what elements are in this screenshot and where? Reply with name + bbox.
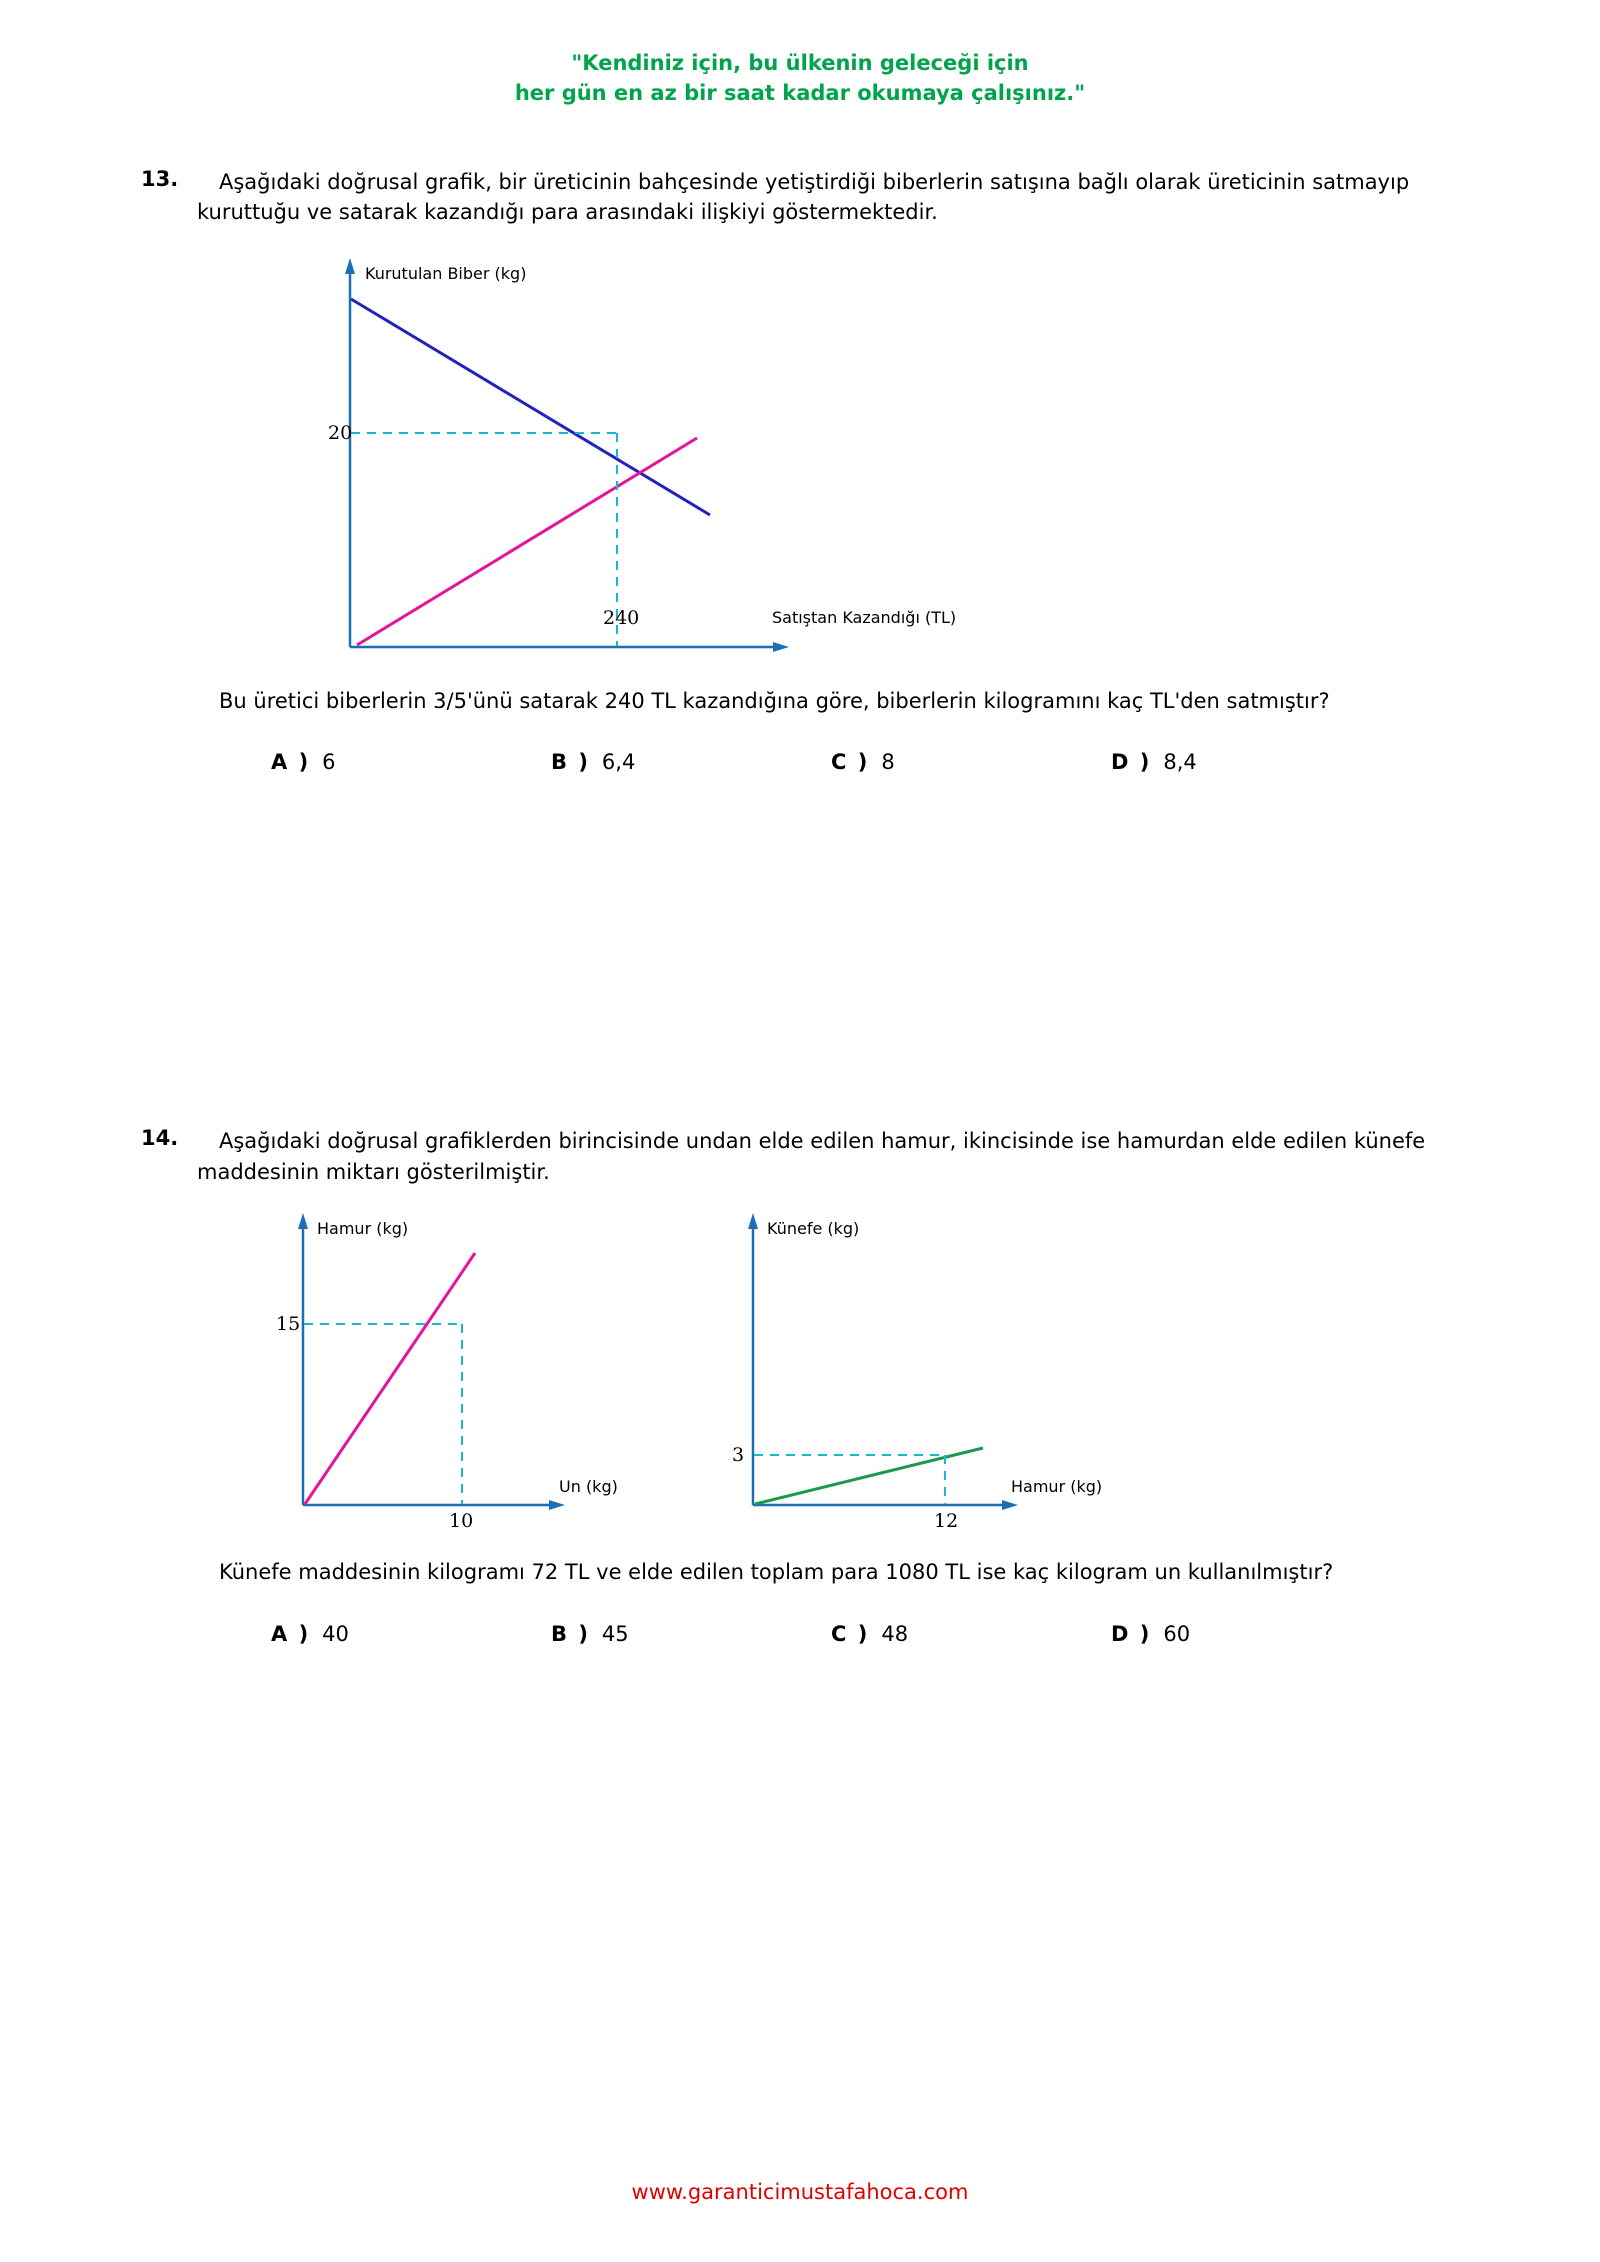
option-b-value: 45 (601, 1621, 629, 1646)
question-13-option-c[interactable] (831, 750, 1111, 774)
question-13-option-b[interactable] (551, 750, 831, 774)
question-13-option-a[interactable] (271, 750, 551, 774)
chart-13 (135, 242, 1465, 682)
option-d-value: 60 (1163, 1621, 1191, 1646)
question-13-option-d[interactable] (1111, 750, 1391, 774)
option-c-letter: C ) (831, 1621, 870, 1646)
question-13-follow-content: Bu üretici biberlerin 3/5'ünü satarak 240 TL kazandığına göre, biberlerin kilogramını kaç TL'den satmıştır? (219, 688, 1330, 713)
footer-website[interactable]: www.garanticimustafahoca.com (631, 2180, 969, 2204)
question-14-option-a[interactable] (271, 1622, 551, 1646)
question-14-number: 14. (141, 1126, 179, 1151)
question-14-follow (197, 1557, 1377, 1587)
question-14-text (197, 1126, 1465, 1187)
option-d-letter: D ) (1111, 1621, 1152, 1646)
chart-13-xtick-240: 240 (603, 606, 640, 629)
question-13-text-content: Aşağıdaki doğrusal grafik, bir üreticinin bahçesinde yetiştirdiği biberlerin satışına bağlı olarak üreticinin satmayıp kuruttuğu ve satarak kazandığı para arasındaki ilişkiyi göstermektedir. (197, 169, 1410, 225)
question-13-options (271, 750, 1465, 774)
header-quote-line2: her gün en az bir saat kadar okumaya çalışınız." (514, 81, 1086, 106)
chart-14-pair (135, 1205, 1465, 1545)
question-14-head (135, 1126, 1465, 1187)
chart-14b-ylabel: Künefe (kg) (767, 1219, 860, 1239)
question-13 (135, 167, 1465, 774)
header-quote (0, 0, 1600, 109)
chart-13-xlabel: Satıştan Kazandığı (TL) (772, 607, 957, 627)
option-a-letter: A ) (271, 1621, 311, 1646)
option-a-value: 40 (322, 1621, 349, 1646)
question-13-follow (197, 686, 1377, 716)
chart-14a-xlabel: Un (kg) (559, 1477, 618, 1497)
option-a-value: 6 (322, 750, 336, 775)
chart-14a-ylabel: Hamur (kg) (317, 1219, 409, 1239)
chart-13-ylabel: Kurutulan Biber (kg) (365, 263, 527, 283)
option-b-letter: B ) (551, 1621, 590, 1646)
header-quote-line1: "Kendiniz için, bu ülkenin geleceği için (571, 51, 1029, 75)
question-13-text (197, 167, 1465, 228)
chart-14a-xtick-10: 10 (449, 1510, 474, 1533)
question-14-option-b[interactable] (551, 1622, 831, 1646)
question-14-option-c[interactable] (831, 1622, 1111, 1646)
question-14 (135, 1126, 1465, 1645)
option-b-value: 6,4 (601, 750, 636, 775)
option-a-letter: A ) (271, 750, 311, 775)
option-b-letter: B ) (551, 750, 590, 775)
question-14-option-d[interactable] (1111, 1622, 1391, 1646)
chart-14a-ytick-15: 15 (276, 1313, 301, 1336)
option-d-letter: D ) (1111, 750, 1152, 775)
chart-13-ytick-20: 20 (328, 421, 353, 444)
question-14-text-content: Aşağıdaki doğrusal grafiklerden birincisinde undan elde edilen hamur, ikincisinde ise hamurdan elde edilen künefe maddesinin miktarı gösterilmiştir. (197, 1129, 1426, 1184)
chart-14b-xtick-12: 12 (934, 1510, 959, 1533)
question-13-number: 13. (141, 166, 179, 191)
chart-14-svg (135, 1205, 1465, 1545)
option-c-letter: C ) (831, 750, 870, 775)
question-13-head (135, 167, 1465, 228)
chart-14b-xlabel: Hamur (kg) (1011, 1477, 1103, 1497)
option-c-value: 8 (881, 750, 895, 775)
question-14-options (271, 1622, 1465, 1646)
question-14-follow-content: Künefe maddesinin kilogramı 72 TL ve elde edilen toplam para 1080 TL ise kaç kilogram un kullanılmıştır? (219, 1560, 1334, 1585)
chart-14b-ytick-3: 3 (732, 1444, 745, 1467)
option-c-value: 48 (881, 1621, 909, 1646)
option-d-value: 8,4 (1163, 750, 1197, 775)
